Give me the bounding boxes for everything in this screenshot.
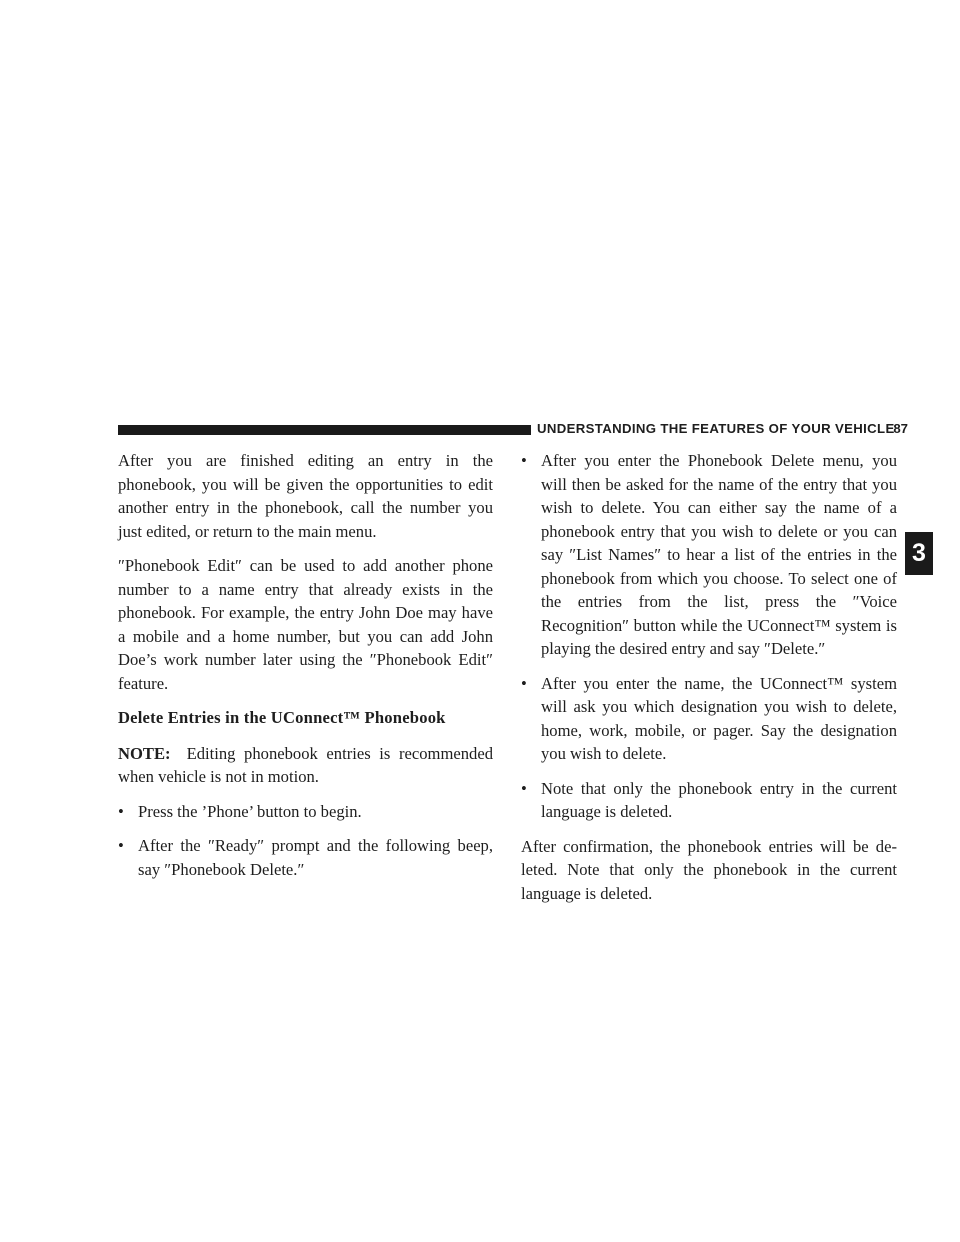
section-heading: Delete Entries in the UConnect™ Phonebook: [118, 708, 446, 727]
chapter-tab: 3: [905, 532, 933, 575]
header-rule: [118, 425, 531, 435]
paragraph-phonebook-edit: ″Phonebook Edit″ can be used to add another phone number to a name entry that already exists in the phonebook. For example, the entry John Doe may have a mobile and a home number, but you can add John Doe’s work number later using the ″Phonebook Edit″ feature.: [118, 556, 493, 693]
list-item-text: Note that only the phonebook entry in the current language is deleted.: [541, 778, 897, 821]
list-item: [521, 672, 897, 766]
right-column: [521, 449, 897, 916]
paragraph-editing-finished: After you are finished editing an entry in the phonebook, you will be given the opportunities to edit another entry in the phonebook, call the number you just edited, or return to the main menu.: [118, 451, 493, 541]
bullet-symbol: •: [521, 451, 527, 470]
note: [118, 742, 493, 789]
list-item-text: After you enter the Phonebook Delete menu, you will then be asked for the name of the entry that you wish to delete. You can either say the name of a phonebook entry that you wish to delete or you can say ″List Names″ to hear a list of the entries in the phonebook from which you choose. To select one of the entries from the list, press the ″Voice Recognition″ button while the UConnect™ system is playing the desired entry and say ″Delete.″: [541, 451, 897, 658]
bullet-symbol: •: [521, 673, 527, 693]
list-item-text: After the ″Ready″ prompt and the following beep, say ″Phonebook Delete.″: [138, 836, 493, 879]
page-number: 87: [893, 421, 908, 436]
paragraph-after-confirmation: After confirmation, the phonebook entries will be de-leted. Note that only the phonebook in the current language is deleted.: [521, 836, 897, 903]
list-item-text: Press the ’Phone’ button to begin.: [138, 801, 362, 821]
page-header: [118, 421, 908, 437]
list-item: [521, 777, 897, 824]
left-column: [118, 449, 493, 892]
note-label: NOTE:: [118, 743, 171, 763]
bullet-symbol: •: [521, 778, 527, 798]
list-item-text: After you enter the name, the UConnect™ system will ask you which designation you wish to delete, home, work, mobile, or pager. Say the designation you wish to delete.: [541, 673, 897, 763]
bullet-symbol: •: [118, 801, 124, 821]
note-text: Editing phonebook entries is recommended when vehicle is not in motion.: [118, 743, 493, 786]
section-title: UNDERSTANDING THE FEATURES OF YOUR VEHICLE: [537, 421, 895, 436]
list-item: [118, 834, 493, 881]
bullet-symbol: •: [118, 836, 124, 855]
list-item: [118, 800, 493, 824]
list-item: [521, 449, 897, 661]
